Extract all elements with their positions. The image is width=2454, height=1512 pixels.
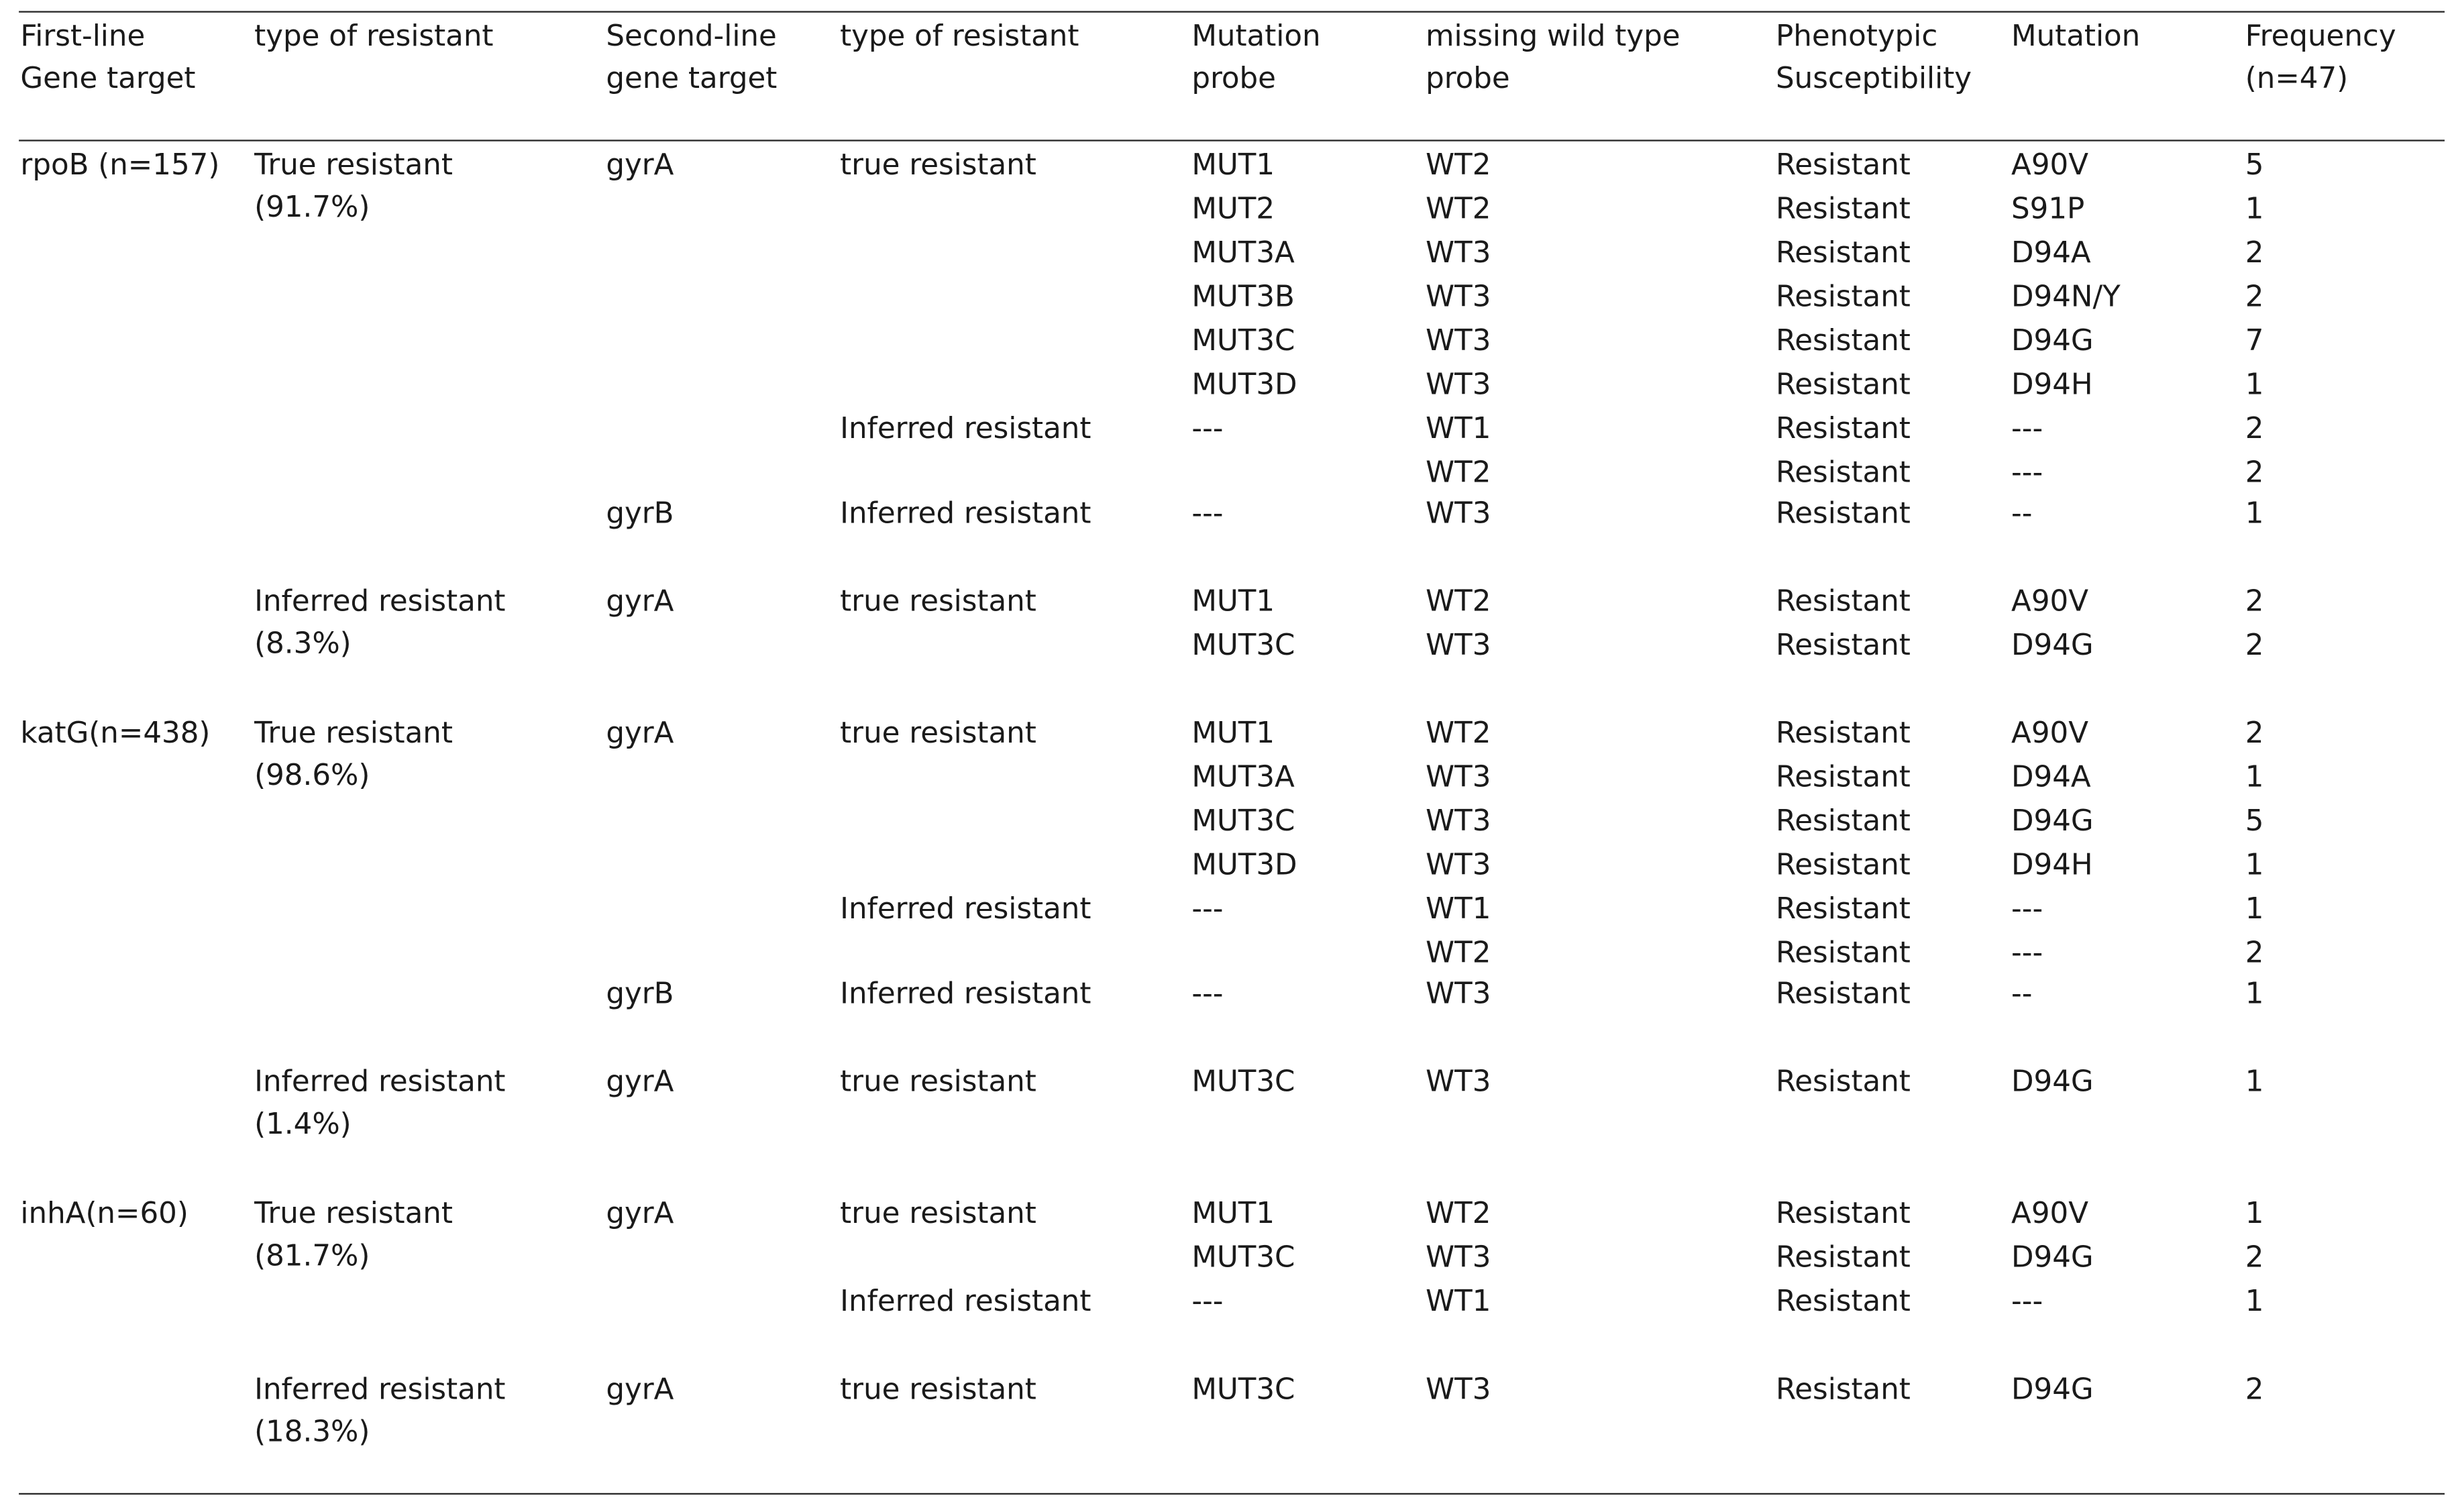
frequency-cell: 2 [2245,280,2264,315]
first-line-resistance-type-cell: Inferred resistant (1.4%) [254,1066,506,1142]
frequency-cell: 2 [2245,1373,2264,1407]
second-line-resistance-type-cell: Inferred resistant [840,893,1091,926]
mutation-probe-cell: MUT3C [1191,1242,1295,1275]
missing-wild-type-probe-cell: WT3 [1426,368,1491,402]
phenotypic-susceptibility-cell: Resistant [1775,937,1911,971]
missing-wild-type-probe-cell: WT2 [1426,193,1491,227]
table-bottom-rule [19,1493,2445,1495]
mutation-probe-cell: --- [1191,978,1224,1012]
mutation-cell: -- [2011,497,2033,531]
missing-wild-type-probe-cell: WT3 [1426,497,1491,531]
first-line-resistance-type-cell: True resistant (91.7%) [254,149,453,225]
frequency-cell: 1 [2245,497,2264,531]
second-line-resistance-type-cell: true resistant [840,149,1036,182]
mutation-cell: D94H [2011,368,2093,402]
mutation-cell: -- [2011,978,2033,1012]
mutation-probe-cell: MUT1 [1191,149,1275,182]
missing-wild-type-probe-cell: WT2 [1426,717,1491,751]
mutation-probe-cell: --- [1191,497,1224,531]
mutation-cell: D94G [2011,805,2094,839]
second-line-resistance-type-cell: Inferred resistant [840,413,1091,446]
mutation-cell: D94A [2011,761,2091,795]
phenotypic-susceptibility-cell: Resistant [1775,1242,1911,1275]
first-line-resistance-type-cell: Inferred resistant (8.3%) [254,585,506,661]
frequency-cell: 1 [2245,978,2264,1012]
mutation-cell: D94G [2011,629,2094,663]
missing-wild-type-probe-cell: WT3 [1426,325,1491,358]
second-line-resistance-type-cell: Inferred resistant [840,978,1091,1012]
phenotypic-susceptibility-cell: Resistant [1775,585,1911,619]
phenotypic-susceptibility-cell: Resistant [1775,978,1911,1012]
missing-wild-type-probe-cell: WT3 [1426,978,1491,1012]
second-line-resistance-type-cell: true resistant [840,1373,1036,1407]
second-line-gene-target-cell: gyrA [606,585,674,619]
phenotypic-susceptibility-cell: Resistant [1775,280,1911,315]
mutation-probe-cell: MUT3A [1191,237,1295,270]
first-line-gene-target-cell: rpoB (n=157) [20,149,220,182]
second-line-gene-target-cell: gyrB [606,497,674,531]
header-missing-wild-type-probe: missing wild type probe [1426,20,1681,96]
phenotypic-susceptibility-cell: Resistant [1775,805,1911,839]
missing-wild-type-probe-cell: WT1 [1426,413,1491,446]
missing-wild-type-probe-cell: WT3 [1426,1373,1491,1407]
second-line-resistance-type-cell: Inferred resistant [840,497,1091,531]
missing-wild-type-probe-cell: WT1 [1426,1285,1491,1319]
mutation-probe-cell: MUT3C [1191,805,1295,839]
missing-wild-type-probe-cell: WT3 [1426,280,1491,315]
phenotypic-susceptibility-cell: Resistant [1775,1066,1911,1099]
frequency-cell: 1 [2245,193,2264,227]
mutation-cell: A90V [2011,149,2088,182]
phenotypic-susceptibility-cell: Resistant [1775,717,1911,751]
mutation-cell: --- [2011,937,2043,971]
mutation-cell: A90V [2011,1197,2088,1231]
header-type-of-resistant-first: type of resistant [254,20,494,54]
header-bottom-rule [19,140,2445,141]
mutation-cell: A90V [2011,585,2088,619]
frequency-cell: 1 [2245,1066,2264,1099]
header-frequency: Frequency (n=47) [2245,20,2396,96]
header-first-line-gene-target: First-line Gene target [20,20,196,96]
mutation-probe-cell: --- [1191,413,1224,446]
mutation-probe-cell: MUT3B [1191,280,1295,315]
mutation-probe-cell: MUT3A [1191,761,1295,795]
mutation-probe-cell: --- [1191,1285,1224,1319]
mutation-cell: A90V [2011,717,2088,751]
frequency-cell: 1 [2245,849,2264,883]
mutation-probe-cell: MUT1 [1191,1197,1275,1231]
frequency-cell: 1 [2245,893,2264,926]
missing-wild-type-probe-cell: WT1 [1426,893,1491,926]
frequency-cell: 5 [2245,805,2264,839]
frequency-cell: 2 [2245,1242,2264,1275]
frequency-cell: 2 [2245,937,2264,971]
mutation-probe-cell: MUT3D [1191,849,1297,883]
phenotypic-susceptibility-cell: Resistant [1775,761,1911,795]
mutation-cell: D94A [2011,237,2091,270]
mutation-probe-cell: MUT3C [1191,1066,1295,1099]
missing-wild-type-probe-cell: WT3 [1426,629,1491,663]
frequency-cell: 2 [2245,585,2264,619]
mutation-cell: --- [2011,413,2043,446]
second-line-resistance-type-cell: true resistant [840,717,1036,751]
second-line-resistance-type-cell: true resistant [840,1066,1036,1099]
phenotypic-susceptibility-cell: Resistant [1775,457,1911,490]
frequency-cell: 2 [2245,413,2264,446]
phenotypic-susceptibility-cell: Resistant [1775,368,1911,402]
missing-wild-type-probe-cell: WT3 [1426,1066,1491,1099]
second-line-gene-target-cell: gyrA [606,149,674,182]
header-mutation-probe: Mutation probe [1191,20,1321,96]
phenotypic-susceptibility-cell: Resistant [1775,237,1911,270]
phenotypic-susceptibility-cell: Resistant [1775,149,1911,182]
mutation-cell: D94H [2011,849,2093,883]
table-top-rule [19,11,2445,12]
missing-wild-type-probe-cell: WT3 [1426,237,1491,270]
mutation-cell: D94G [2011,1373,2094,1407]
header-type-of-resistant-second: type of resistant [840,20,1079,54]
phenotypic-susceptibility-cell: Resistant [1775,193,1911,227]
frequency-cell: 2 [2245,457,2264,490]
second-line-resistance-type-cell: Inferred resistant [840,1285,1091,1319]
second-line-resistance-type-cell: true resistant [840,1197,1036,1231]
frequency-cell: 2 [2245,629,2264,663]
phenotypic-susceptibility-cell: Resistant [1775,1373,1911,1407]
second-line-resistance-type-cell: true resistant [840,585,1036,619]
first-line-resistance-type-cell: Inferred resistant (18.3%) [254,1373,506,1450]
phenotypic-susceptibility-cell: Resistant [1775,325,1911,358]
first-line-gene-target-cell: katG(n=438) [20,717,211,751]
frequency-cell: 1 [2245,1197,2264,1231]
mutation-probe-cell: MUT3C [1191,1373,1295,1407]
frequency-cell: 5 [2245,149,2264,182]
mutation-cell: D94G [2011,325,2094,358]
mutation-cell: D94G [2011,1066,2094,1099]
first-line-resistance-type-cell: True resistant (98.6%) [254,717,453,793]
header-second-line-gene-target: Second-line gene target [606,20,778,96]
second-line-gene-target-cell: gyrA [606,1066,674,1099]
frequency-cell: 7 [2245,325,2264,358]
mutation-cell: --- [2011,1285,2043,1319]
second-line-gene-target-cell: gyrA [606,717,674,751]
mutation-cell: D94N/Y [2011,280,2121,315]
missing-wild-type-probe-cell: WT3 [1426,849,1491,883]
second-line-gene-target-cell: gyrA [606,1197,674,1231]
missing-wild-type-probe-cell: WT2 [1426,585,1491,619]
missing-wild-type-probe-cell: WT3 [1426,805,1491,839]
mutation-cell: D94G [2011,1242,2094,1275]
second-line-gene-target-cell: gyrB [606,978,674,1012]
frequency-cell: 1 [2245,1285,2264,1319]
missing-wild-type-probe-cell: WT2 [1426,1197,1491,1231]
mutation-probe-cell: MUT1 [1191,585,1275,619]
phenotypic-susceptibility-cell: Resistant [1775,1285,1911,1319]
first-line-resistance-type-cell: True resistant (81.7%) [254,1197,453,1274]
missing-wild-type-probe-cell: WT2 [1426,937,1491,971]
phenotypic-susceptibility-cell: Resistant [1775,629,1911,663]
second-line-gene-target-cell: gyrA [606,1373,674,1407]
first-line-gene-target-cell: inhA(n=60) [20,1197,189,1231]
frequency-cell: 2 [2245,237,2264,270]
mutation-probe-cell: --- [1191,893,1224,926]
mutation-probe-cell: MUT1 [1191,717,1275,751]
phenotypic-susceptibility-cell: Resistant [1775,413,1911,446]
header-mutation: Mutation [2011,20,2141,54]
header-phenotypic-susceptibility: Phenotypic Susceptibility [1775,20,1972,96]
phenotypic-susceptibility-cell: Resistant [1775,497,1911,531]
mutation-probe-cell: MUT2 [1191,193,1275,227]
mutation-cell: S91P [2011,193,2085,227]
phenotypic-susceptibility-cell: Resistant [1775,849,1911,883]
phenotypic-susceptibility-cell: Resistant [1775,1197,1911,1231]
frequency-cell: 1 [2245,761,2264,795]
missing-wild-type-probe-cell: WT2 [1426,457,1491,490]
phenotypic-susceptibility-cell: Resistant [1775,893,1911,926]
mutation-probe-cell: MUT3C [1191,325,1295,358]
mutation-probe-cell: MUT3D [1191,368,1297,402]
frequency-cell: 2 [2245,717,2264,751]
frequency-cell: 1 [2245,368,2264,402]
missing-wild-type-probe-cell: WT3 [1426,761,1491,795]
mutation-cell: --- [2011,457,2043,490]
missing-wild-type-probe-cell: WT3 [1426,1242,1491,1275]
mutation-probe-cell: MUT3C [1191,629,1295,663]
missing-wild-type-probe-cell: WT2 [1426,149,1491,182]
mutation-cell: --- [2011,893,2043,926]
